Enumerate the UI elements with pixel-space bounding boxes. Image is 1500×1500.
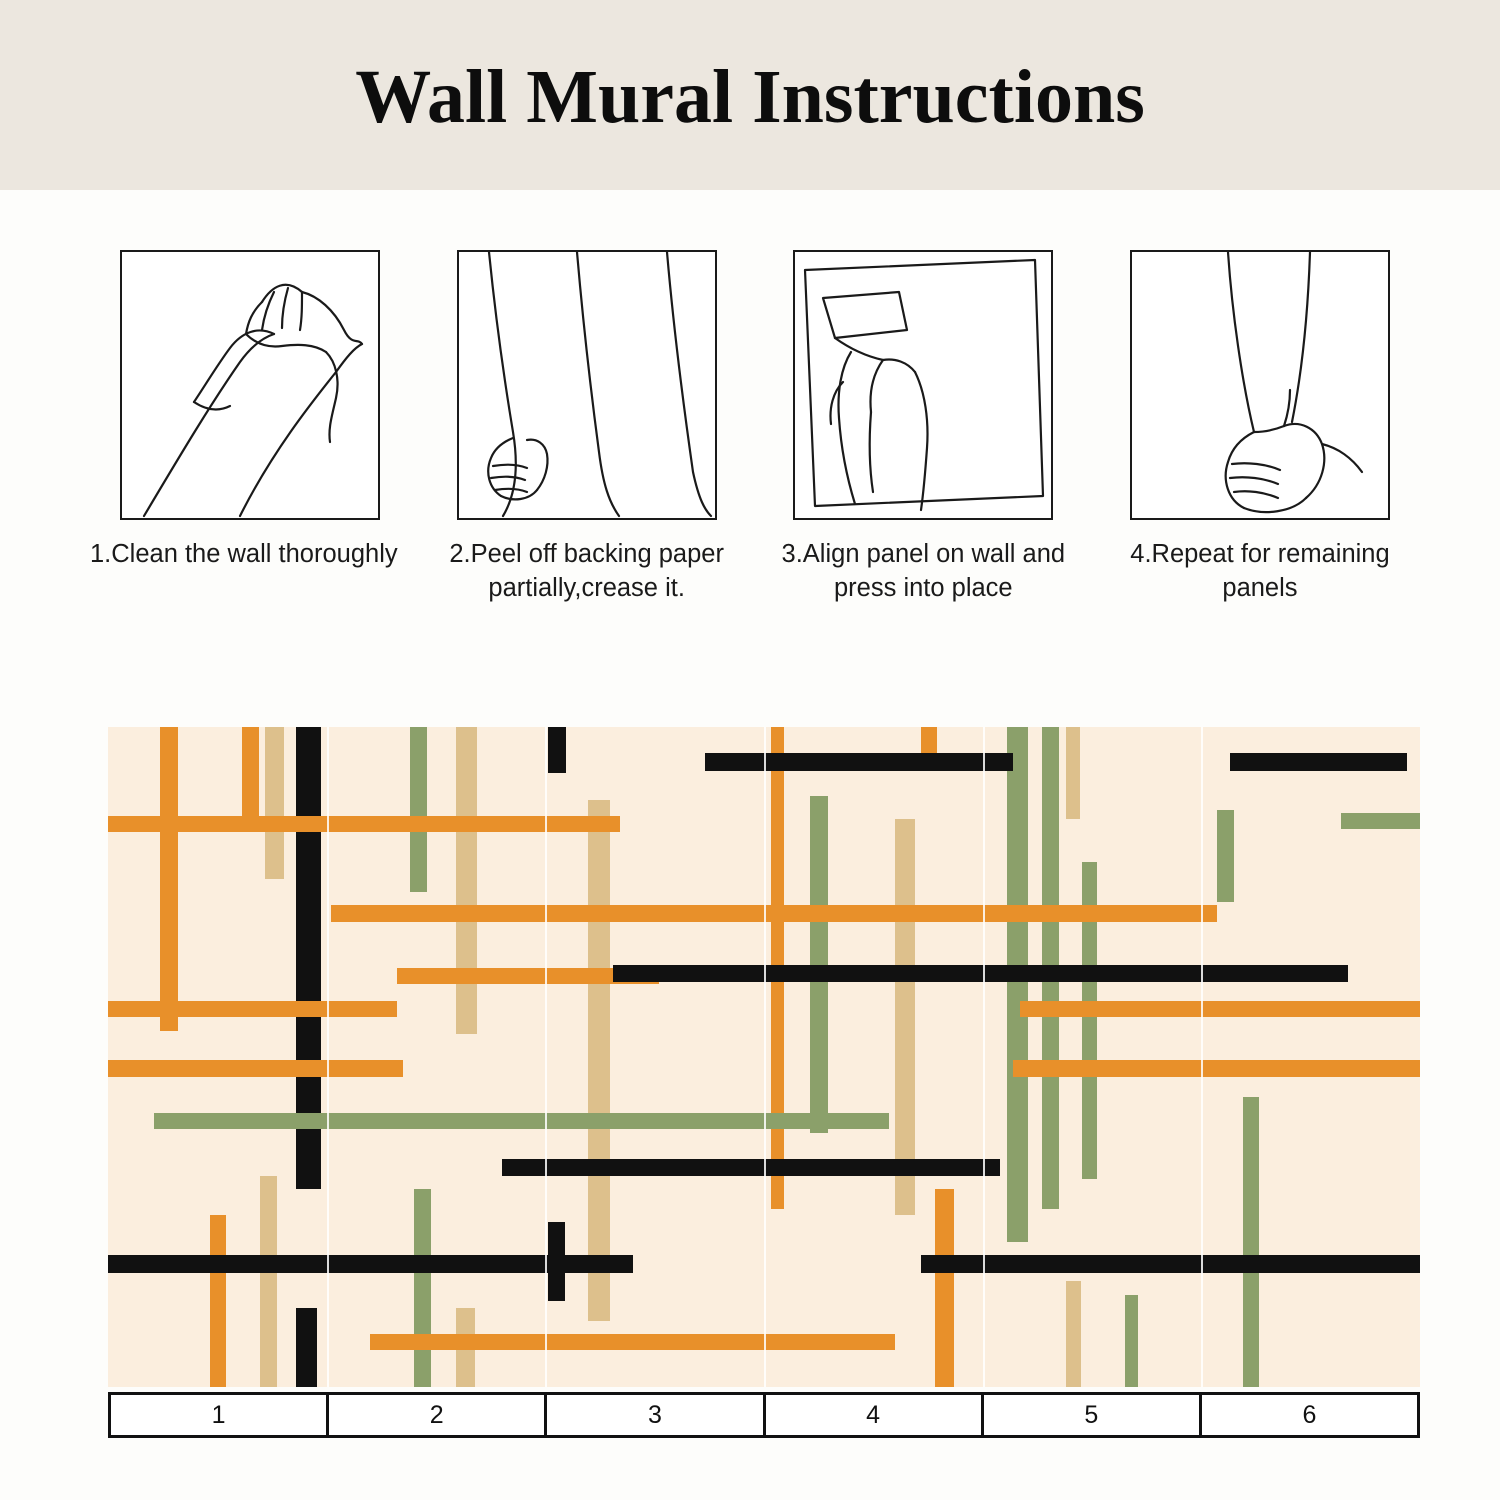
panel-marker-4 [763,1392,981,1438]
mural-bar [296,1308,317,1387]
panel-number: 5 [1084,1400,1099,1429]
step-3 [781,250,1066,605]
panel-seam [327,727,329,1387]
panel-marker-1 [108,1392,326,1438]
mural-bar [548,727,566,773]
panel-seam [983,727,985,1387]
mural-bar [331,905,1217,922]
panel-marker-5 [981,1392,1199,1438]
hand-peeling-backing-icon [459,252,715,518]
step-1-caption: 1.Clean the wall thoroughly [90,540,398,568]
mural-bar [108,1060,403,1077]
mural-bar [456,727,477,1034]
mural-bar [108,816,344,832]
panel-number: 3 [647,1400,662,1429]
mural-bar [895,819,915,1215]
panel-number: 6 [1302,1400,1317,1429]
mural-bar [210,1215,226,1387]
hand-pressing-panel-icon [795,252,1051,518]
mural-bar [1066,727,1080,819]
mural-bar [1217,810,1234,902]
panel-marker-6 [1199,1392,1420,1438]
mural-bar [921,1255,1420,1273]
mural-bar [331,816,620,832]
mural-bar [935,1189,955,1387]
panel-seam [764,727,766,1387]
step-1 [90,250,398,605]
panel-ruler [108,1392,1420,1438]
mural-bar [260,1176,277,1387]
mural-bar [502,1159,1001,1176]
mural-bar [108,1255,331,1273]
panel-number: 1 [211,1400,226,1429]
panel-number: 4 [866,1400,881,1429]
mural-bar [613,965,1348,982]
step-2 [447,250,727,605]
mural-pattern [108,727,1420,1387]
mural-bar [1243,1097,1259,1387]
mural-bar [414,1189,431,1387]
mural-bar [1341,813,1420,829]
mural-bar [410,727,427,892]
mural-bar [1066,1281,1082,1387]
mural-bar [242,727,259,829]
mural-preview [108,727,1420,1387]
panel-marker-2 [326,1392,544,1438]
steps-row [90,250,1400,605]
mural-bar [108,1001,397,1017]
mural-bar [1020,1001,1420,1018]
mural-bar [1125,1295,1138,1387]
mural-bar [331,1255,633,1273]
step-3-caption: 3.Align panel on wall and press into place [781,540,1066,602]
mural-bar [154,1113,889,1129]
mural-bar [588,800,610,1321]
mural-bar [1230,753,1407,770]
hand-wiping-cloth-icon [122,252,378,518]
panel-marker-3 [544,1392,762,1438]
step-2-caption: 2.Peel off backing paper partially,crease it. [449,540,724,602]
hand-smoothing-panel-icon [1132,252,1388,518]
step-3-illustration [793,250,1053,520]
step-4-caption: 4.Repeat for remaining panels [1130,540,1390,602]
step-1-illustration [120,250,380,520]
step-2-illustration [457,250,717,520]
step-4-illustration [1130,250,1390,520]
mural-bar [705,753,1013,770]
mural-bar [370,1334,895,1350]
mural-bar [265,727,283,879]
mural-bar [160,727,177,1031]
panel-seam [545,727,547,1387]
mural-bar [1013,1060,1420,1077]
panel-number: 2 [429,1400,444,1429]
page-header [0,0,1500,190]
mural-bar [1007,727,1028,1242]
page-title: Wall Mural Instructions [355,55,1145,139]
step-4 [1120,250,1400,605]
panel-seam [1201,727,1203,1387]
